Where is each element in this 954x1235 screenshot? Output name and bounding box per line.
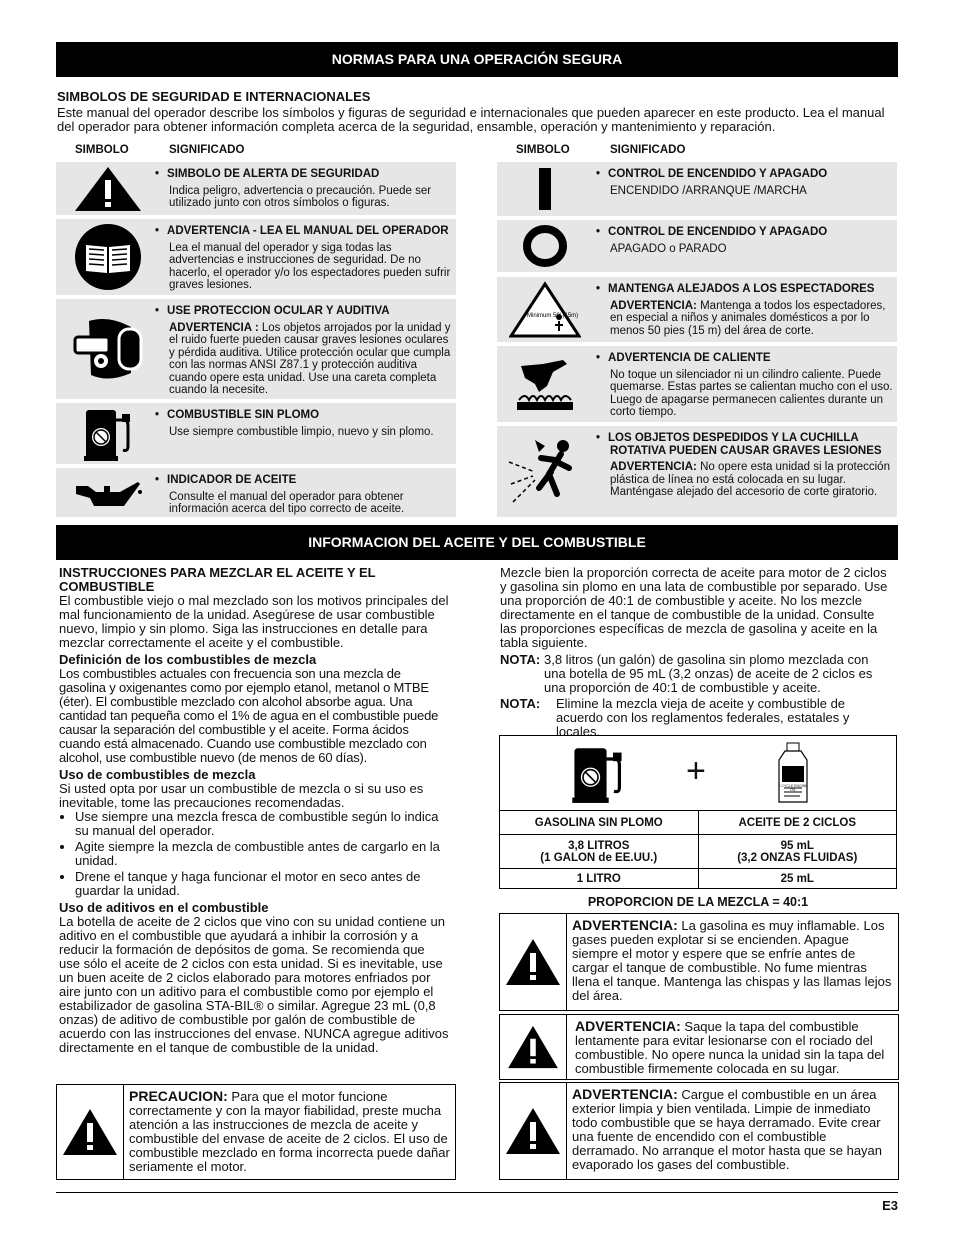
symbol-row-off [497,220,897,272]
symbol-row-safety-alert [56,162,456,215]
cell-line: (1 GALON de EE.UU.) [540,851,658,864]
symbol-label: ADVERTENCIA: [610,461,697,473]
warning-triangle-icon [500,914,567,1010]
off-symbol-icon [497,220,592,272]
warning-box-refuel [499,1082,899,1180]
section-title-safety: NORMAS PARA UNA OPERACIÓN SEGURA [56,42,898,77]
symbol-row-hot [497,346,897,422]
symbol-text: No toque un silenciador ni un cilindro caliente. Puede quemarse. Estas partes se calientan mucho con el uso. Luego de apagarse permanecen calientes durante un corto tiempo. [610,368,893,418]
caution-box [56,1084,456,1180]
paragraph-2: Los combustibles actuales con frecuencia son una mezcla de gasolina y oxigenantes como por ejemplo etanol, metanol o MTBE (éter). El combustible mezclado con alcohol absorbe agua. Una cantidad tan pequeña como el 1% de agua en el combustible puede causar la separación del combustible y el aceite. Forma ácidos cuando está almacenado. Cuando use combustible mezclado con alcohol, use combustible nuevo (de menos de 60 días). [59,666,439,765]
table-header: ACEITE DE 2 CICLOS [698,811,897,835]
on-symbol-icon [497,162,592,216]
warning-triangle-icon [500,1015,567,1079]
warning-label: ADVERTENCIA: [575,1018,681,1034]
symbol-title: • USE PROTECCION OCULAR Y AUDITIVA [169,305,452,318]
warning-label: ADVERTENCIA: [572,917,678,933]
warning-text: La gasolina es muy inflamable. Los gases pueden explotar si se encienden. Apague siempre el motor y espere que se enfríe antes de cargar el tanque de combustible. No fume mientras llena el tanque. Mantenga las chispas y las llamas lejos del área. [572,918,892,1003]
caution-label: PRECAUCION: [129,1088,228,1104]
symbol-title: • INDICADOR DE ACEITE [169,474,452,487]
left-column [59,566,449,1055]
symbol-title: • CONTROL DE ENCENDIDO Y APAGADO [610,226,893,239]
symbol-title: • LOS OBJETOS DESPEDIDOS Y LA CUCHILLA ROTATIVA PUEDEN CAUSAR GRAVES LESIONES [610,432,893,457]
table-cell [698,835,897,869]
note-2 [500,697,892,739]
symbol-row-eye-ear [56,299,456,399]
col-header-meaning-right: SIGNIFICADO [610,144,686,156]
table-cell [500,835,699,869]
col-header-symbol-left: SIMBOLO [75,144,129,156]
table-cell: 1 LITRO [500,869,699,889]
oil-bottle-icon [776,742,810,809]
col-header-symbol-right: SIMBOLO [516,144,570,156]
fuel-pump-icon [56,403,159,464]
subheading-definition: Definición de los combustibles de mezcla [59,652,317,667]
warning-text: Saque la tapa del combustible lentamente para evitar lesionarse con el rociado del combustible. No opere nunca la unidad sin la tapa del combustible firmemente colocada en su lugar. [575,1019,885,1076]
symbol-title: • COMBUSTIBLE SIN PLOMO [169,409,452,422]
mixing-table-images [499,735,897,810]
symbol-text: Mantenga a todos los espectadores, en especial a niños y animales domésticos a por lo menos 50 pies (15 m) del área de corte. [610,299,886,337]
manual-book-icon [56,219,159,295]
fuel-pump-icon [568,744,628,809]
warning-triangle-icon [57,1085,124,1179]
warning-text: Cargue el combustible en un área exterior limpia y bien ventilada. Limpie de inmediato todo combustible que se haya derramado. Evite crear una fuente de encendido con el combustible derramado. No arranque el motor hasta que se hayan evaporado los gases del combustible. [572,1087,883,1172]
warning-triangle-icon [500,1083,567,1179]
eye-ear-protection-icon [56,299,159,399]
cell-line: (3,2 ONZAS FLUIDAS) [737,851,858,864]
symbol-text: Lea el manual del operador y siga todas las advertencias e instrucciones de seguridad. De no hacerlo, el operador y/o los espectadores pueden sufrir graves lesiones. [169,241,451,291]
subtitle-symbols: SIMBOLOS DE SEGURIDAD E INTERNACIONALES [57,89,371,104]
symbol-row-read-manual [56,219,456,295]
warning-label: ADVERTENCIA: [572,1086,678,1102]
symbol-text: No opere esta unidad si la protección plástica de línea no está colocada en su lugar. Manténgase alejado del accesorio de corte giratorio. [610,461,890,498]
oil-can-icon [56,468,159,517]
subheading-additives: Uso de aditivos en el combustible [59,900,269,915]
warning-triangle-icon [56,162,159,215]
list-item: • Agite siempre la mezcla de combustible antes de cargarlo en la unidad. [75,840,449,868]
cell-line: 3,8 LITROS [568,839,630,852]
symbol-text: Use siempre combustible limpio, nuevo y sin plomo. [169,425,434,438]
cell-line: 95 mL [780,839,814,852]
note-text: 3,8 litros (un galón) de gasolina sin plomo mezclada con una botella de 95 mL (3,2 onzas) de aceite de 2 ciclos es una proporción de 40:1 de combustible y aceite. [544,652,873,695]
paragraph-1: El combustible viejo o mal mezclado son los motivos principales del mal funcionamiento de la unidad. Asegúrese de usar combustible nuevo, limpio y sin plomo. Siga las instrucciones en detalle para mezclar correctamente el aceite y el combustible. [59,593,449,650]
symbol-title: • ADVERTENCIA DE CALIENTE [610,352,893,365]
symbol-title: • ADVERTENCIA - LEA EL MANUAL DEL OPERADOR [169,225,452,238]
paragraph-3: Si usted opta por usar un combustible de mezcla o si su uso es inevitable, tome las precauciones recomendadas. [59,781,424,810]
mixing-heading: INSTRUCCIONES PARA MEZCLAR EL ACEITE Y EL COMBUSTIBLE [59,565,376,594]
note-1 [500,653,892,695]
table-cell: 25 mL [698,869,897,889]
symbol-title: • SIMBOLO DE ALERTA DE SEGURIDAD [169,168,452,181]
symbol-row-on [497,162,897,216]
mix-ratio: PROPORCION DE LA MEZCLA = 40:1 [587,895,809,909]
precaution-list [59,810,449,898]
intro-text: Este manual del operador describe los símbolos y figuras de seguridad e internacionales que pueden aparecer en este producto. Lea el manual del operador para obtener información completa acerca de la seguridad, ensamble, operación y mantenimiento y reparación. [57,105,885,134]
page-number: E3 [882,1198,898,1213]
symbol-row-oil [56,468,456,517]
keep-away-icon-text: Minimum 50' (15m) [526,312,578,319]
symbol-title: • MANTENGA ALEJADOS A LOS ESPECTADORES [610,283,893,296]
note-label: NOTA: [500,696,541,711]
footer-divider [56,1192,898,1193]
symbol-row-thrown-objects [497,426,897,517]
table-header: GASOLINA SIN PLOMO [500,811,699,835]
right-paragraph: Mezcle bien la proporción correcta de aceite para motor de 2 ciclos y gasolina sin plomo en una lata de combustible por separado. Use una proporción de 40:1 de combustible y aceite. No los mezcle directamente en el tanque de combustible de la unidad. Consulte las proporciones específicas de mezcla de gasolina y aceite en la tabla siguiente. [500,565,888,650]
plus-sign: + [686,752,706,790]
symbol-title: • CONTROL DE ENCENDIDO Y APAGADO [610,168,893,181]
symbol-text: Los objetos arrojados por la unidad y el ruido fuerte pueden causar graves lesiones oculares y pérdida auditiva. Utilice protección ocular que cumpla con las normas ANSI Z87.1 y protección auditiva cuando opere esta unidad. Use una careta completa cuando la necesite. [169,321,451,396]
col-header-meaning-left: SIGNIFICADO [169,144,245,156]
symbol-text: ENCENDIDO /ARRANQUE /MARCHA [610,184,807,197]
list-item: • Use siempre una mezcla fresca de combustible según lo indica su manual del operador. [75,810,449,838]
subheading-use: Uso de combustibles de mezcla [59,767,256,782]
symbol-label: ADVERTENCIA : [169,321,259,334]
caution-text: Para que el motor funcione correctamente y con la mayor fiabilidad, preste mucha atención a las instrucciones de mezcla de aceite y combustible del envase de aceite de 2 ciclos. El uso de combustible mezclado en forma incorrecta puede dañar seriamente el motor. [129,1089,450,1174]
symbol-row-unleaded [56,403,456,464]
mixing-ratio-table [499,810,897,889]
list-item: • Drene el tanque y haga funcionar el motor en seco antes de guardar la unidad. [75,870,449,898]
symbol-label: ADVERTENCIA: [610,299,697,312]
paragraph-4: La botella de aceite de 2 ciclos que vino con su unidad contiene un aditivo en el combustible que ayudará a inhibir la corrosión y a reducir la formación de depósitos de goma. Se recomienda que use sólo el aceite de 2 ciclos con esta unidad. Si es inevitable, use un buen aceite de 2 ciclos elaborado para motores enfriados por aire junto con un aditivo para el combustible como por ejemplo el estabilizador de gasolina STA-BIL® o similar. Agregue 23 mL (0,8 onzas) de aditivo de combustible por galón de combustible de acuerdo con las instrucciones del envase. NUNCA agregue aditivos directamente en el tanque de combustible de la unidad. [59,914,449,1055]
oil-bottle-label: 2-CYCLE ENGINE OIL [778,784,808,792]
mixing-table [499,735,897,889]
note-text: Elimine la mezcla vieja de aceite y combustible de acuerdo con los reglamentos federales, estatales y locales. [556,696,850,739]
hot-surface-icon [497,346,592,422]
symbol-text: Indica peligro, advertencia o precaución. Puede ser utilizado junto con otros símbolos o figuras. [169,184,432,209]
symbol-row-keep-away [497,277,897,342]
note-label: NOTA: [500,652,541,667]
warning-box-fuel-cap [499,1014,899,1080]
warning-box-flammable [499,913,899,1011]
keep-away-icon [497,277,592,342]
thrown-objects-icon [497,426,592,517]
symbol-text: APAGADO o PARADO [610,242,727,255]
symbol-text: Consulte el manual del operador para obtener información acerca del tipo correcto de aceite. [169,490,405,515]
section-title-oil-fuel: INFORMACION DEL ACEITE Y DEL COMBUSTIBLE [56,525,898,560]
